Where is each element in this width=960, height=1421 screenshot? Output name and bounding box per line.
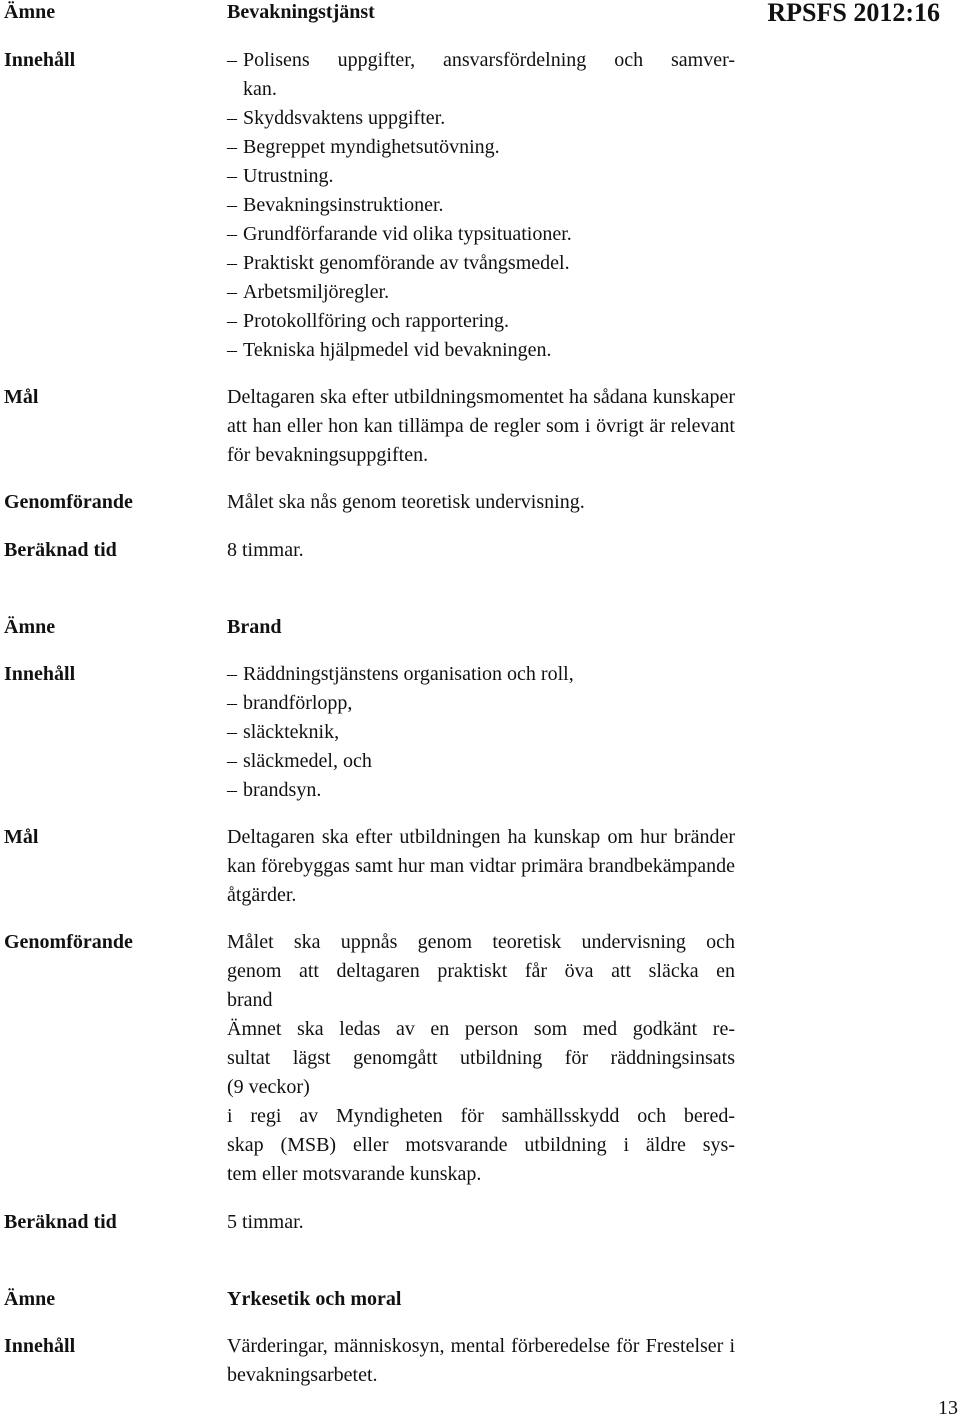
list-item: – släckmedel, och xyxy=(227,750,372,772)
time-label: Beräknad tid xyxy=(4,539,117,561)
text-line: brand xyxy=(227,989,273,1011)
list-item: – Protokollföring och rapportering. xyxy=(227,310,510,332)
implementation-label: Genomförande xyxy=(4,491,133,513)
list-item: – Tekniska hjälpmedel vid bevakningen. xyxy=(227,339,552,361)
content-text: Värderingar, människosyn, mental förberedelse för Frestelser i bevakningsarbetet. xyxy=(227,1335,735,1386)
content-label: Innehåll xyxy=(4,1335,76,1357)
list-item: – Grundförfarande vid olika typsituationer. xyxy=(227,223,572,245)
list-item: – Polisens uppgifter, ansvarsfördelning och samver- xyxy=(227,49,735,71)
list-item: – Utrustning. xyxy=(227,165,334,187)
time-text: 5 timmar. xyxy=(227,1211,304,1233)
text-line: (9 veckor) xyxy=(227,1076,310,1098)
subject-title: Bevakningstjänst xyxy=(227,1,375,23)
text-line: Ämnet ska ledas av en person som med godkänt re- xyxy=(227,1018,735,1040)
list-item: – släckteknik, xyxy=(227,721,340,743)
implementation-text: Målet ska nås genom teoretisk undervisning. xyxy=(227,491,585,513)
subject-title: Yrkesetik och moral xyxy=(227,1288,402,1310)
list-item: – Praktiskt genomförande av tvångsmedel. xyxy=(227,252,570,274)
page-number: 13 xyxy=(938,1397,958,1419)
content-label: Innehåll xyxy=(4,49,76,71)
text-line: i regi av Myndigheten för samhällsskydd och bered- xyxy=(227,1105,735,1127)
list-item: – Skyddsvaktens uppgifter. xyxy=(227,107,446,129)
list-item: kan. xyxy=(243,78,277,100)
implementation-text xyxy=(227,928,735,1189)
implementation-label: Genomförande xyxy=(4,931,133,953)
text-line: tem eller motsvarande kunskap. xyxy=(227,1163,482,1185)
content-list xyxy=(227,46,735,365)
list-item: – brandförlopp, xyxy=(227,692,353,714)
text-line: sultat lägst genomgått utbildning för räddningsinsats xyxy=(227,1047,735,1069)
text-line: skap (MSB) eller motsvarande utbildning i äldre sys- xyxy=(227,1134,735,1156)
goal-text: Deltagaren ska efter utbildningen ha kunskap om hur bränder kan förebyggas samt hur man vidtar primära brandbekämpande åtgärder. xyxy=(227,826,735,906)
document-reference: RPSFS 2012:16 xyxy=(767,0,940,27)
page-header xyxy=(0,0,960,26)
content-list xyxy=(227,660,735,805)
time-text: 8 timmar. xyxy=(227,539,304,561)
list-item: – Räddningstjänstens organisation och roll, xyxy=(227,663,574,685)
list-item: – Begreppet myndighetsutövning. xyxy=(227,136,500,158)
goal-text: Deltagaren ska efter utbildningsmomentet ha sådana kunskaper att han eller hon kan tillämpa de regler som i övrigt är relevant för bevakningsuppgiften. xyxy=(227,386,735,466)
list-item: – brandsyn. xyxy=(227,779,322,801)
list-item: – Arbetsmiljöregler. xyxy=(227,281,390,303)
list-item: – Bevakningsinstruktioner. xyxy=(227,194,444,216)
subject-label: Ämne xyxy=(4,616,56,638)
subject-label: Ämne xyxy=(4,1288,56,1310)
subject-label: Ämne xyxy=(4,1,56,23)
goal-label: Mål xyxy=(4,386,39,408)
text-line: Målet ska uppnås genom teoretisk undervisning och xyxy=(227,931,735,953)
goal-label: Mål xyxy=(4,826,39,848)
content-label: Innehåll xyxy=(4,663,76,685)
subject-title: Brand xyxy=(227,616,282,638)
text-line: genom att deltagaren praktiskt får öva att släcka en xyxy=(227,960,735,982)
time-label: Beräknad tid xyxy=(4,1211,117,1233)
